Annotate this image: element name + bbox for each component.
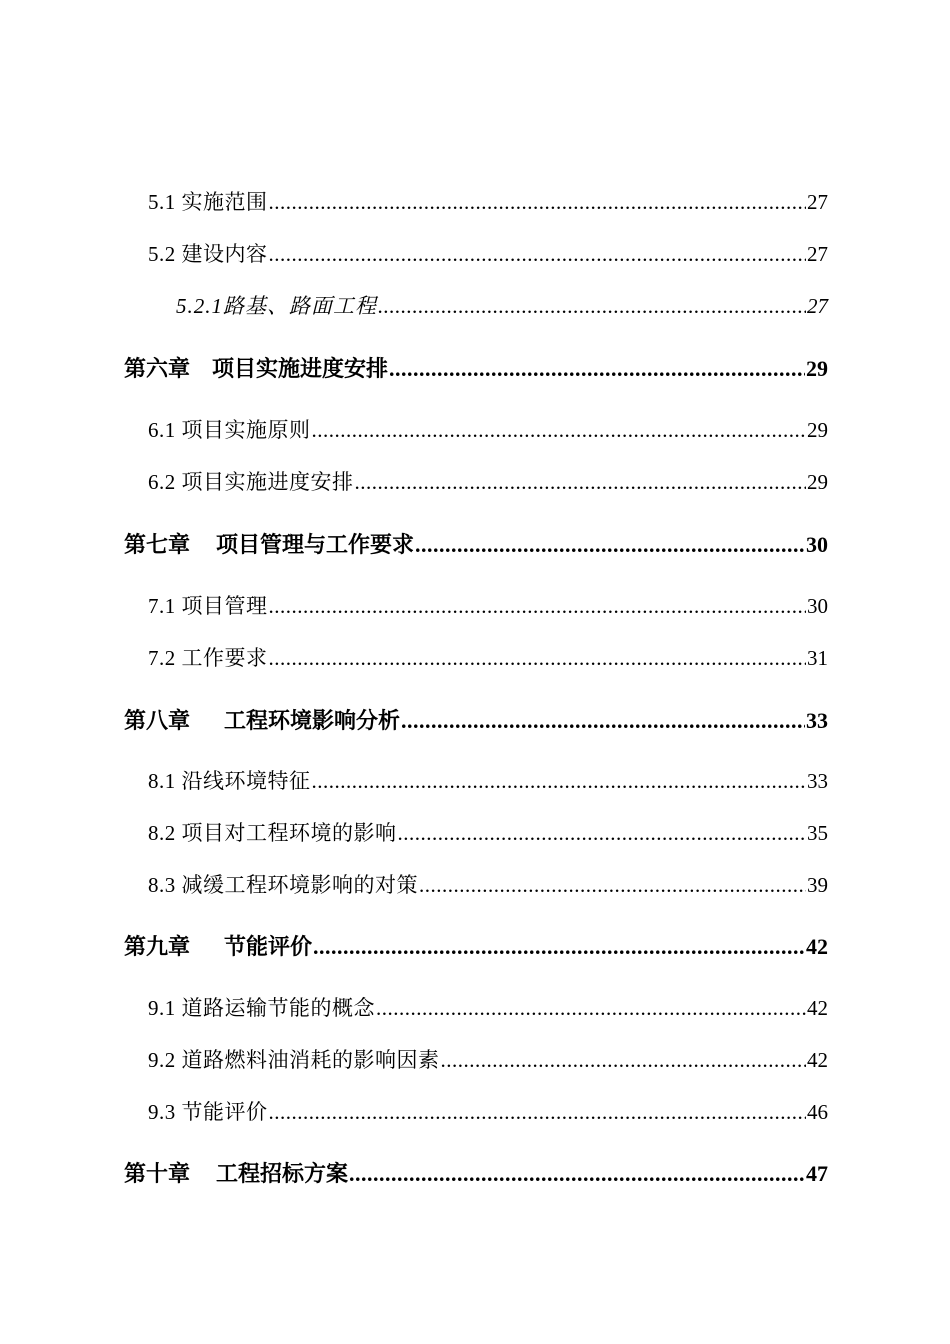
dot-leader xyxy=(313,934,805,960)
toc-entry-page: 30 xyxy=(806,532,828,557)
toc-entry-9-1[interactable] xyxy=(148,992,828,1022)
toc-entry-title: 8.1 沿线环境特征 xyxy=(148,769,311,793)
dot-leader xyxy=(269,646,807,671)
toc-entry-title: 7.2 工作要求 xyxy=(148,646,268,670)
toc-entry-page: 47 xyxy=(806,1161,828,1186)
toc-entry-page: 42 xyxy=(807,1048,828,1072)
dot-leader xyxy=(378,294,806,319)
toc-entry-8-2[interactable] xyxy=(148,817,828,847)
toc-entry-page: 33 xyxy=(806,708,828,733)
toc-entry-page: 33 xyxy=(807,769,828,793)
toc-entry-5-1[interactable] xyxy=(148,186,828,216)
toc-chapter-7[interactable] xyxy=(124,528,828,559)
dot-leader xyxy=(419,873,806,898)
toc-entry-5-2-1[interactable] xyxy=(176,290,828,320)
toc-entry-6-2[interactable] xyxy=(148,466,828,496)
toc-entry-page: 39 xyxy=(807,873,828,897)
toc-entry-page: 42 xyxy=(806,934,828,959)
toc-entry-page: 29 xyxy=(807,470,828,494)
dot-leader xyxy=(376,996,806,1021)
toc-entry-5-2[interactable] xyxy=(148,238,828,268)
toc-entry-7-2[interactable] xyxy=(148,642,828,672)
toc-entry-title: 7.1 项目管理 xyxy=(148,594,268,618)
toc-entry-page: 29 xyxy=(807,418,828,442)
toc-entry-9-3[interactable] xyxy=(148,1096,828,1126)
toc-entry-page: 27 xyxy=(807,294,828,318)
toc-entry-page: 31 xyxy=(807,646,828,670)
toc-entry-title: 6.2 项目实施进度安排 xyxy=(148,470,354,494)
toc-entry-title: 6.1 项目实施原则 xyxy=(148,418,311,442)
toc-chapter-label: 第十章 工程招标方案 xyxy=(124,1161,349,1186)
dot-leader xyxy=(312,418,807,443)
dot-leader xyxy=(355,470,807,495)
dot-leader xyxy=(312,769,807,794)
toc-entry-page: 35 xyxy=(807,821,828,845)
dot-leader xyxy=(269,190,807,215)
toc-entry-title: 8.3 减缓工程环境影响的对策 xyxy=(148,873,418,897)
toc-chapter-6[interactable] xyxy=(124,352,828,383)
dot-leader xyxy=(415,532,805,558)
toc-entry-8-3[interactable] xyxy=(148,869,828,899)
toc-entry-title: 9.3 节能评价 xyxy=(148,1100,268,1124)
toc-entry-title: 5.2.1路基、路面工程 xyxy=(176,294,377,318)
toc-chapter-label: 第八章 工程环境影响分析 xyxy=(124,708,401,733)
dot-leader xyxy=(401,708,805,734)
toc-entry-page: 30 xyxy=(807,594,828,618)
toc-entry-9-2[interactable] xyxy=(148,1044,828,1074)
toc-chapter-8[interactable] xyxy=(124,704,828,735)
dot-leader xyxy=(269,594,807,619)
toc-entry-7-1[interactable] xyxy=(148,590,828,620)
dot-leader xyxy=(349,1161,805,1187)
toc-entry-page: 27 xyxy=(807,190,828,214)
dot-leader xyxy=(269,1100,807,1125)
toc-chapter-label: 第九章 节能评价 xyxy=(124,934,313,959)
dot-leader xyxy=(389,356,805,382)
toc-entry-page: 29 xyxy=(806,356,828,381)
dot-leader xyxy=(441,1048,807,1073)
toc-chapter-label: 第六章 项目实施进度安排 xyxy=(124,356,389,381)
toc-chapter-label: 第七章 项目管理与工作要求 xyxy=(124,532,415,557)
toc-chapter-9[interactable] xyxy=(124,930,828,961)
toc-entry-title: 5.1 实施范围 xyxy=(148,190,268,214)
toc-entry-page: 27 xyxy=(807,242,828,266)
toc-entry-page: 46 xyxy=(807,1100,828,1124)
dot-leader xyxy=(269,242,807,267)
toc-entry-title: 9.2 道路燃料油消耗的影响因素 xyxy=(148,1048,440,1072)
toc-chapter-10[interactable] xyxy=(124,1157,828,1188)
dot-leader xyxy=(398,821,807,846)
toc-entry-8-1[interactable] xyxy=(148,765,828,795)
toc-entry-6-1[interactable] xyxy=(148,414,828,444)
toc-entry-title: 5.2 建设内容 xyxy=(148,242,268,266)
toc-entry-title: 8.2 项目对工程环境的影响 xyxy=(148,821,397,845)
toc-entry-page: 42 xyxy=(807,996,828,1020)
toc-entry-title: 9.1 道路运输节能的概念 xyxy=(148,996,375,1020)
